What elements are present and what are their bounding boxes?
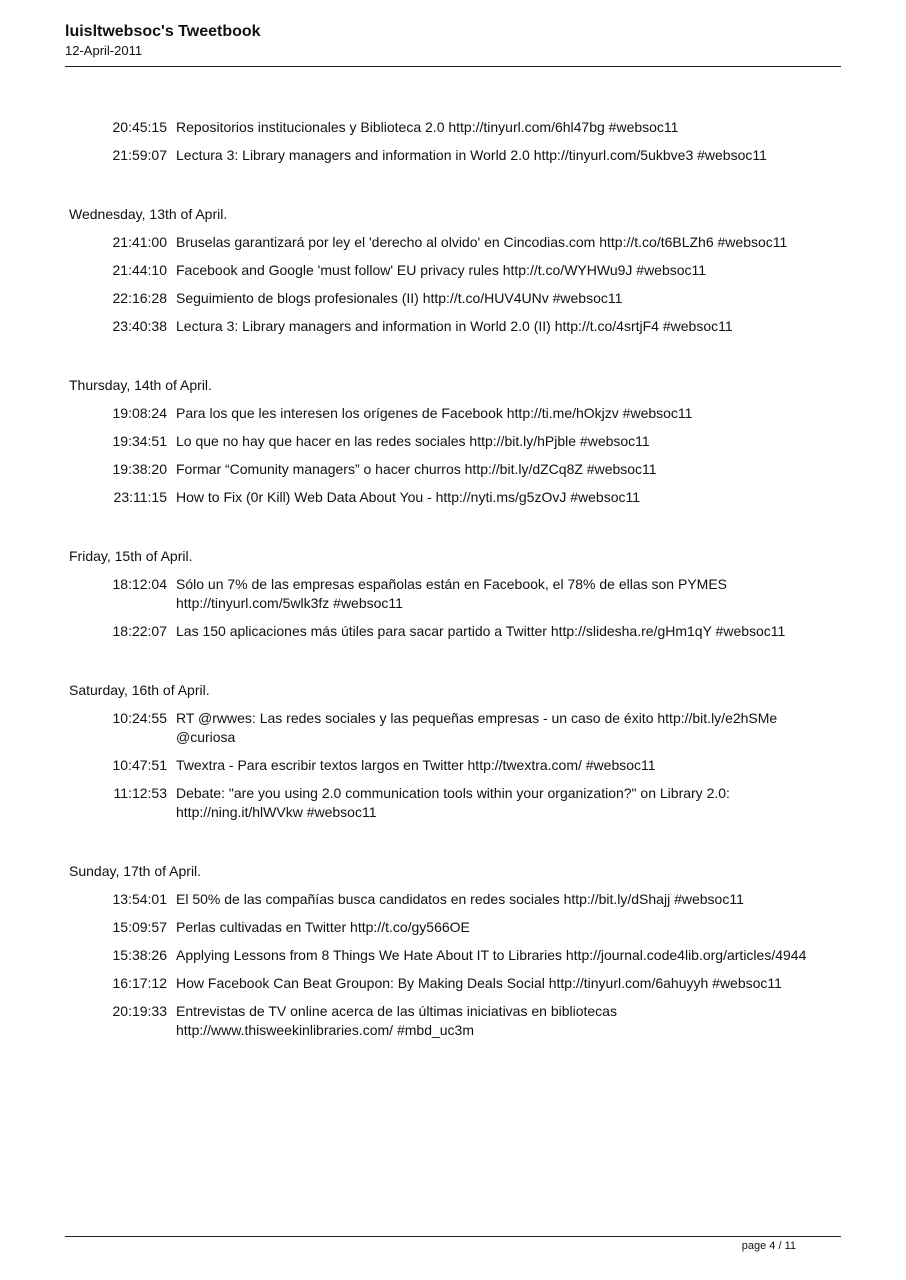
tweet-text: Lo que no hay que hacer en las redes sociales http://bit.ly/hPjble #websoc11: [176, 433, 650, 449]
tweet-text: Las 150 aplicaciones más útiles para sacar partido a Twitter http://slidesha.re/gHm1qY #websoc11: [176, 623, 786, 639]
page-number: page 4 / 11: [741, 1240, 796, 1252]
tweet-text: Bruselas garantizará por ley el 'derecho al olvido' en Cincodias.com http://t.co/t6BLZh6 #websoc11: [176, 234, 788, 250]
tweet-time: 18:12:04: [112, 576, 167, 592]
tweet-row: [65, 1002, 841, 1040]
tweet-time: 16:17:12: [112, 975, 167, 991]
tweet-time: 23:40:38: [112, 318, 167, 334]
tweet-row: [65, 756, 841, 775]
document-header: [65, 22, 841, 59]
footer-divider: [65, 1236, 841, 1237]
tweet-time: 10:24:55: [112, 710, 167, 726]
tweet-time: 15:38:26: [112, 947, 167, 963]
day-heading: Sunday, 17th of April.: [69, 863, 202, 879]
tweet-row: [65, 784, 841, 822]
tweet-row: [65, 432, 841, 451]
tweet-row: [65, 404, 841, 423]
tweet-time: 21:59:07: [112, 147, 167, 163]
day-section-thursday: [65, 376, 841, 507]
tweet-row: [65, 488, 841, 507]
tweet-text: Facebook and Google 'must follow' EU privacy rules http://t.co/WYHWu9J #websoc11: [176, 262, 707, 278]
tweet-time: 18:22:07: [112, 623, 167, 639]
tweet-time: 19:38:20: [112, 461, 167, 477]
tweet-text: Para los que les interesen los orígenes de Facebook http://ti.me/hOkjzv #websoc11: [176, 405, 693, 421]
tweet-row: [65, 146, 841, 165]
tweet-row: [65, 918, 841, 937]
tweet-row: [65, 317, 841, 336]
tweet-text: How to Fix (0r Kill) Web Data About You - http://nyti.ms/g5zOvJ #websoc11: [176, 489, 641, 505]
tweet-text: Repositorios institucionales y Biblioteca 2.0 http://tinyurl.com/6hl47bg #websoc11: [176, 119, 679, 135]
tweet-text: Perlas cultivadas en Twitter http://t.co/gy566OE: [176, 919, 470, 935]
tweet-content: [65, 118, 841, 1080]
day-heading: Thursday, 14th of April.: [69, 377, 212, 393]
day-section-saturday: [65, 681, 841, 822]
tweet-text: Lectura 3: Library managers and information in World 2.0 (II) http://t.co/4srtjF4 #websoc11: [176, 318, 733, 334]
tweet-row: [65, 575, 841, 613]
day-heading: Wednesday, 13th of April.: [69, 206, 228, 222]
tweet-row: [65, 261, 841, 280]
tweet-time: 21:44:10: [112, 262, 167, 278]
document-title: luisltwebsoc's Tweetbook: [65, 23, 261, 40]
day-section-sunday: [65, 862, 841, 1040]
continued-day-section: [65, 118, 841, 165]
document-date: 12-April-2011: [65, 43, 143, 58]
tweet-time: 22:16:28: [112, 290, 167, 306]
tweet-row: [65, 460, 841, 479]
tweet-row: [65, 974, 841, 993]
tweet-row: [65, 118, 841, 137]
tweet-time: 11:12:53: [113, 785, 167, 801]
tweet-text: El 50% de las compañías busca candidatos en redes sociales http://bit.ly/dShajj #websoc11: [176, 891, 744, 907]
tweet-text: Sólo un 7% de las empresas españolas están en Facebook, el 78% de ellas son PYMES http://tinyurl.com/5wlk3fz #websoc11: [176, 576, 727, 611]
tweet-time: 19:34:51: [112, 433, 167, 449]
tweet-time: 19:08:24: [112, 405, 167, 421]
tweet-row: [65, 890, 841, 909]
tweet-time: 23:11:15: [113, 489, 167, 505]
tweet-row: [65, 289, 841, 308]
day-section-friday: [65, 547, 841, 641]
tweet-time: 20:19:33: [112, 1003, 167, 1019]
tweet-row: [65, 233, 841, 252]
tweet-time: 15:09:57: [112, 919, 167, 935]
tweet-text: Twextra - Para escribir textos largos en Twitter http://twextra.com/ #websoc11: [176, 757, 656, 773]
tweet-text: Formar “Comunity managers” o hacer churros http://bit.ly/dZCq8Z #websoc11: [176, 461, 657, 477]
tweet-text: Applying Lessons from 8 Things We Hate About IT to Libraries http://journal.code4lib.org/articles/4944: [176, 947, 807, 963]
tweet-row: [65, 709, 841, 747]
tweet-time: 13:54:01: [112, 891, 167, 907]
day-heading: Saturday, 16th of April.: [69, 682, 210, 698]
tweet-row: [65, 946, 841, 965]
tweet-time: 10:47:51: [112, 757, 167, 773]
tweet-text: RT @rwwes: Las redes sociales y las pequeñas empresas - un caso de éxito http://bit.ly/e2hSMe @curiosa: [176, 710, 778, 745]
tweet-text: Debate: "are you using 2.0 communication tools within your organization?" on Library 2.0: http://ning.it/hlWVkw #websoc11: [176, 785, 730, 820]
tweet-time: 20:45:15: [112, 119, 167, 135]
header-divider: [65, 66, 841, 67]
tweet-text: How Facebook Can Beat Groupon: By Making Deals Social http://tinyurl.com/6ahuyyh #websoc11: [176, 975, 782, 991]
tweet-text: Seguimiento de blogs profesionales (II) http://t.co/HUV4UNv #websoc11: [176, 290, 623, 306]
tweet-row: [65, 622, 841, 641]
day-heading: Friday, 15th of April.: [69, 548, 193, 564]
day-section-wednesday: [65, 205, 841, 336]
tweet-text: Entrevistas de TV online acerca de las últimas iniciativas en bibliotecas http://www.thisweekinlibraries.com/ #mbd_uc3m: [176, 1003, 617, 1038]
tweet-time: 21:41:00: [112, 234, 167, 250]
tweet-text: Lectura 3: Library managers and information in World 2.0 http://tinyurl.com/5ukbve3 #websoc11: [176, 147, 767, 163]
